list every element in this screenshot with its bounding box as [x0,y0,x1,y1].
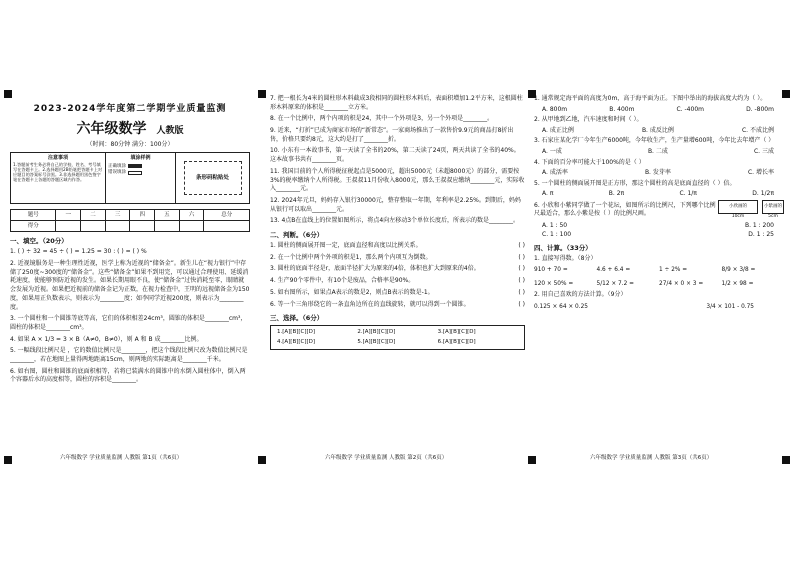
calc-item: 1/2 × 98 = [721,280,754,287]
scale-figure [718,200,784,220]
choice-options [534,148,784,156]
notice-text: 1.答题前考生务必将自己的学校、姓名、考号填写在答题卡上。2.选择题用2B铅笔把答题卡上对应题目的答案标号涂黑。3.非选择题用黑色签字笔在答题卡上各题的答题区域内作答。 [13,161,103,183]
judge-item [270,242,525,251]
subject-title: 六年级数学 [76,121,147,138]
section-title: 四、计算。（33分） [534,243,592,252]
page-2-column [270,92,525,470]
judge-item [270,254,525,263]
choice-option: A. 800m [542,105,568,113]
question: 13. 4点B在直线上的位置如图所示，将点4向左移动3个单位长度后，所表示的数是________。 [270,217,520,225]
choice-options [534,222,784,230]
section-title: 三、选择。（6分） [270,314,324,323]
question: 2. 从甲地到乙地，汽车速度和时间（ ）。 [534,116,643,124]
judge-item [270,301,525,310]
correct-fill-label: 正确填涂 [108,163,126,169]
choice-answer-row[interactable]: 3.[A][B][C][D] [437,329,476,336]
calc-item: 8/9 × 3/8 = [721,267,756,274]
choice-option: B. 1 : 200 [744,221,774,229]
score-cell[interactable] [130,221,155,232]
choice-options [534,231,784,239]
section-title: 二、判断。（6分） [270,230,324,239]
choice-option: A. 1 : 50 [542,221,568,229]
score-header-cell: 三 [105,210,130,221]
score-cell[interactable] [56,221,81,232]
choice-option: D. 1/2π [752,190,774,198]
question: 3. 石家庄某化学厂今年生产6000吨，今年收生产，生产量增600吨，今年比去年增产（ ） [534,137,775,145]
barcode-box: 条形码粘贴处 [184,161,242,195]
question: 12. 2024年元旦，妈妈存入银行30000元，整存整取一年期，年利率是2.25%。到期后，妈妈从银行可以取出________元。 [270,196,521,213]
question: 5. 一个圆柱的侧面展开图是正方形，那这个圆柱的高是底面直径的（ ）倍。 [534,179,736,187]
figure-a [718,200,758,220]
empty-bubble-icon [128,171,142,175]
answer-paren[interactable]: ( ) [518,300,525,308]
score-cell[interactable] [155,221,180,232]
judge-text: 4. 生产90个零件中，有10个是废品，合格率是90%。 [270,277,415,285]
wrong-fill-label: 错误填涂 [108,170,126,176]
score-cell[interactable] [105,221,130,232]
question: 9. 近来，“打折”已成为商家市场的“新常态”。一家商场推出了一款售价9.9元的商品打8折出售，价格只要约8元，这大约是打了________折。 [270,127,514,143]
choice-option: B. 二成 [647,148,668,156]
barcode-area [176,153,249,203]
choice-options [534,190,784,198]
score-header-cell: 总分 [204,210,250,221]
wrong-fill-row [108,170,173,176]
figure-dimension: 10cm [731,213,745,219]
score-cell[interactable] [179,221,204,232]
choice-option: B. 2π [608,190,625,198]
page-3-column [534,92,784,470]
choice-option: B. 400m [609,105,635,113]
question-with-figure [534,198,784,220]
question: 1. ( ) ÷ 32 = 45 ÷ ( ) = 1.25 = 30 : ( ) = ( ) % [10,248,147,256]
info-box [10,152,250,204]
fill-example-panel [106,153,176,203]
score-header-row [11,210,250,221]
figure-dimension: 5cm [768,213,778,219]
choice-answer-row[interactable]: 5.[A][B][C][D] [357,339,396,346]
choice-option: D. 1 : 25 [748,231,774,239]
registration-mark [258,90,266,98]
choice-option: A. 成活率 [542,169,568,177]
choice-answer-row[interactable]: 6.[A][B][C][D] [437,339,476,346]
answer-paren[interactable]: ( ) [518,288,525,296]
page-footer: 六年级数学 学业质量监测 人教版 第3页（共6页） [590,455,713,461]
filled-bubble-icon [128,164,142,168]
score-header-cell: 六 [179,210,204,221]
judge-text: 1. 圆柱的侧面展开图一定，底面直径和高度以比例关系。 [270,242,422,250]
question: 6. 如右图，圆柱和圆锥的底面积相等，若将已装满水的圆锥中的水倒入圆柱体中，倒入两个容器后水的高度相等，圆柱的容积是________。 [10,367,246,384]
judge-item [270,289,525,298]
edition-label: 人教版 [156,126,184,137]
question: 3. 一个圆柱和一个圆锥等底等高，它们的体积相差24cm³，圆锥的体积是________cm³，圆柱的体积是________cm³。 [10,315,247,331]
choice-option: C. 三成 [753,148,774,156]
calc-item: 5/12 × 7.2 = [596,280,634,287]
question: 4. 下面的百分率可能大于100%的是（ ） [534,158,645,166]
calc-row [534,304,784,311]
page-footer: 六年级数学 学业质量监测 人教版 第2页（共6页） [325,455,448,461]
judge-text: 3. 圆柱的底面半径是r，底面半径扩大为原来的4倍，体积也扩大到原来的4倍。 [270,265,480,273]
question: 6. 小欣和小紫同学做了一个花坛，如图所示的比例尺，下列哪个比例尺最适合，那么小紫是按（ ）的比例尺画。 [534,201,716,218]
question: 4. 如果 A × 1/3 = 3 × B（A≠0，B≠0），则 A 和 B 成________比例。 [10,335,203,343]
calc-item: 120 × 50% = [534,280,574,287]
choice-option: B. 发芽率 [644,169,671,177]
question: 10. 小东有一本故事书，第一天读了全书的20%，第二天读了24页，两天共读了全书的40%。这本故事书共有________页。 [270,147,520,164]
fill-example-title: 填涂样例 [130,155,151,162]
score-table [10,209,250,232]
judge-text: 5. 如右图所示，如果点A表示的数是2，则点B表示的数是-1。 [270,288,434,296]
answer-paren[interactable]: ( ) [518,253,525,261]
choice-option: A. 成正比例 [542,126,574,134]
question: 1. 通常规定海平面的高度为0m，高于海平面为正。下图中举出的海拔高度大约为（ ）。 [534,95,767,102]
answer-paren[interactable]: ( ) [518,242,525,250]
calc-item: 0.125 × 64 × 0.25 [534,303,588,310]
choice-option: A. 一成 [542,148,562,156]
question: 5. 一幅线段比例尺是 ，它的数值比例尺是________，把这个线段比例尺改为数值比例尺是________，若在地图上量得两地距离15cm，则两地的实际距离是________千米。 [10,347,248,363]
choice-option: A. π [542,190,554,198]
judge-item [270,277,525,286]
section-title: 一、填空。（20分） [10,237,68,246]
score-header-cell: 四 [130,210,155,221]
choice-answer-box [270,325,525,350]
question: 7. 把一根长为4米的圆柱形木料截成3段相同的圆柱形木料后，表面积增加1.2平方米，这根圆柱形木料原来的体积是________立方米。 [270,95,523,111]
score-row [11,221,250,232]
time-info: （时间：80分钟 满分：100分） [86,140,174,148]
registration-mark [258,456,266,464]
choice-options [534,169,784,177]
choice-options [534,106,784,114]
choice-option: B. 成反比例 [641,126,674,134]
choice-answer-row[interactable]: 1.[A][B][C][D] [277,329,316,336]
choice-options [534,127,784,135]
question: 11. 我国目前的个人所得税征税起点是5000元，超出5000元（未超8000元）的部分，需要按3%的税率缴纳个人所得税。王叔叔11月份收入8000元，那么王叔叔应缴纳________元，实际收入________元。 [270,167,525,193]
question: 2. 近视镜服务是一种生理性近视，医学上称为近视的“储备金”。新生儿在“视力银行”中存储了250度~300度的“储备金”。这些“储备金”如果不到用完，可以通过合理使用、延缓消耗速度，使能够预防近视的发生。如果长期用眼不良，使“储备金”过快消耗至零，眼睛就会发展为近视。如果把近视前的储备金记为正数，在视力检查中，王明的远视储备金为150度，如果用正负数表示，则表示为________度；如李同学近视200度，则表示为________度。 [10,260,250,311]
choice-answer-row[interactable]: 2.[A][B][C][D] [357,329,396,336]
score-cell[interactable] [81,221,106,232]
notice-panel [11,153,106,203]
calc-item: 4.6 + 6.4 = [596,267,631,274]
question: 8. 在一个比例中，两个内项的积是24，其中一个外项是3，另一个外项是________。 [270,115,494,123]
figure-b [762,200,784,220]
judge-text: 2. 在一个比例中两个外项的积是1，那么两个内项互为倒数。 [270,253,432,261]
answer-paren[interactable]: ( ) [518,265,525,273]
choice-option: C. -400m [676,105,704,113]
calc-item: 3/4 × 101 - 0.75 [706,303,754,310]
calc-item: 27/4 × 0 × 3 = [659,280,704,287]
answer-paren[interactable]: ( ) [518,277,525,285]
choice-answer-row[interactable]: 4.[A][B][C][D] [277,339,316,346]
direct-calc-grid [534,267,784,287]
figure-box: 小紫画的 [762,200,784,214]
page-1-column [10,92,250,470]
score-header-cell: 一 [56,210,81,221]
judge-item [270,265,525,274]
score-header-cell: 五 [155,210,180,221]
choice-option: C. 1/π [679,190,697,198]
figure-box: 小欣画的 [718,200,758,214]
judge-text: 6. 等一个三角形绕它的一条直角边所在的直线旋转，就可以得到一个圆锥。 [270,300,470,308]
page-footer: 六年级数学 学业质量监测 人教版 第1页（共6页） [60,455,183,461]
correct-fill-row [108,164,173,170]
score-row-label: 得分 [11,221,56,232]
choice-option: C. 增长率 [747,169,774,177]
score-header-cell: 二 [81,210,106,221]
score-cell[interactable] [204,221,250,232]
calc-item: 1 ÷ 2% = [659,267,688,274]
exam-title: 2023-2024学年度第二学期学业质量监测 [33,104,227,114]
choice-option: C. 1 : 100 [542,231,572,239]
choice-option: C. 不成比例 [741,126,774,134]
notice-title: 注意事项 [47,155,68,162]
score-header-cell: 题号 [11,210,56,221]
subsection-title: 2. 用自己喜欢的方法计算。（9分） [534,290,627,298]
subsection-title: 1. 直接写得数。（8分） [534,254,597,262]
calc-item: 910 + 70 = [534,267,568,274]
choice-option: D. -800m [746,105,774,113]
subject-row [10,121,250,139]
